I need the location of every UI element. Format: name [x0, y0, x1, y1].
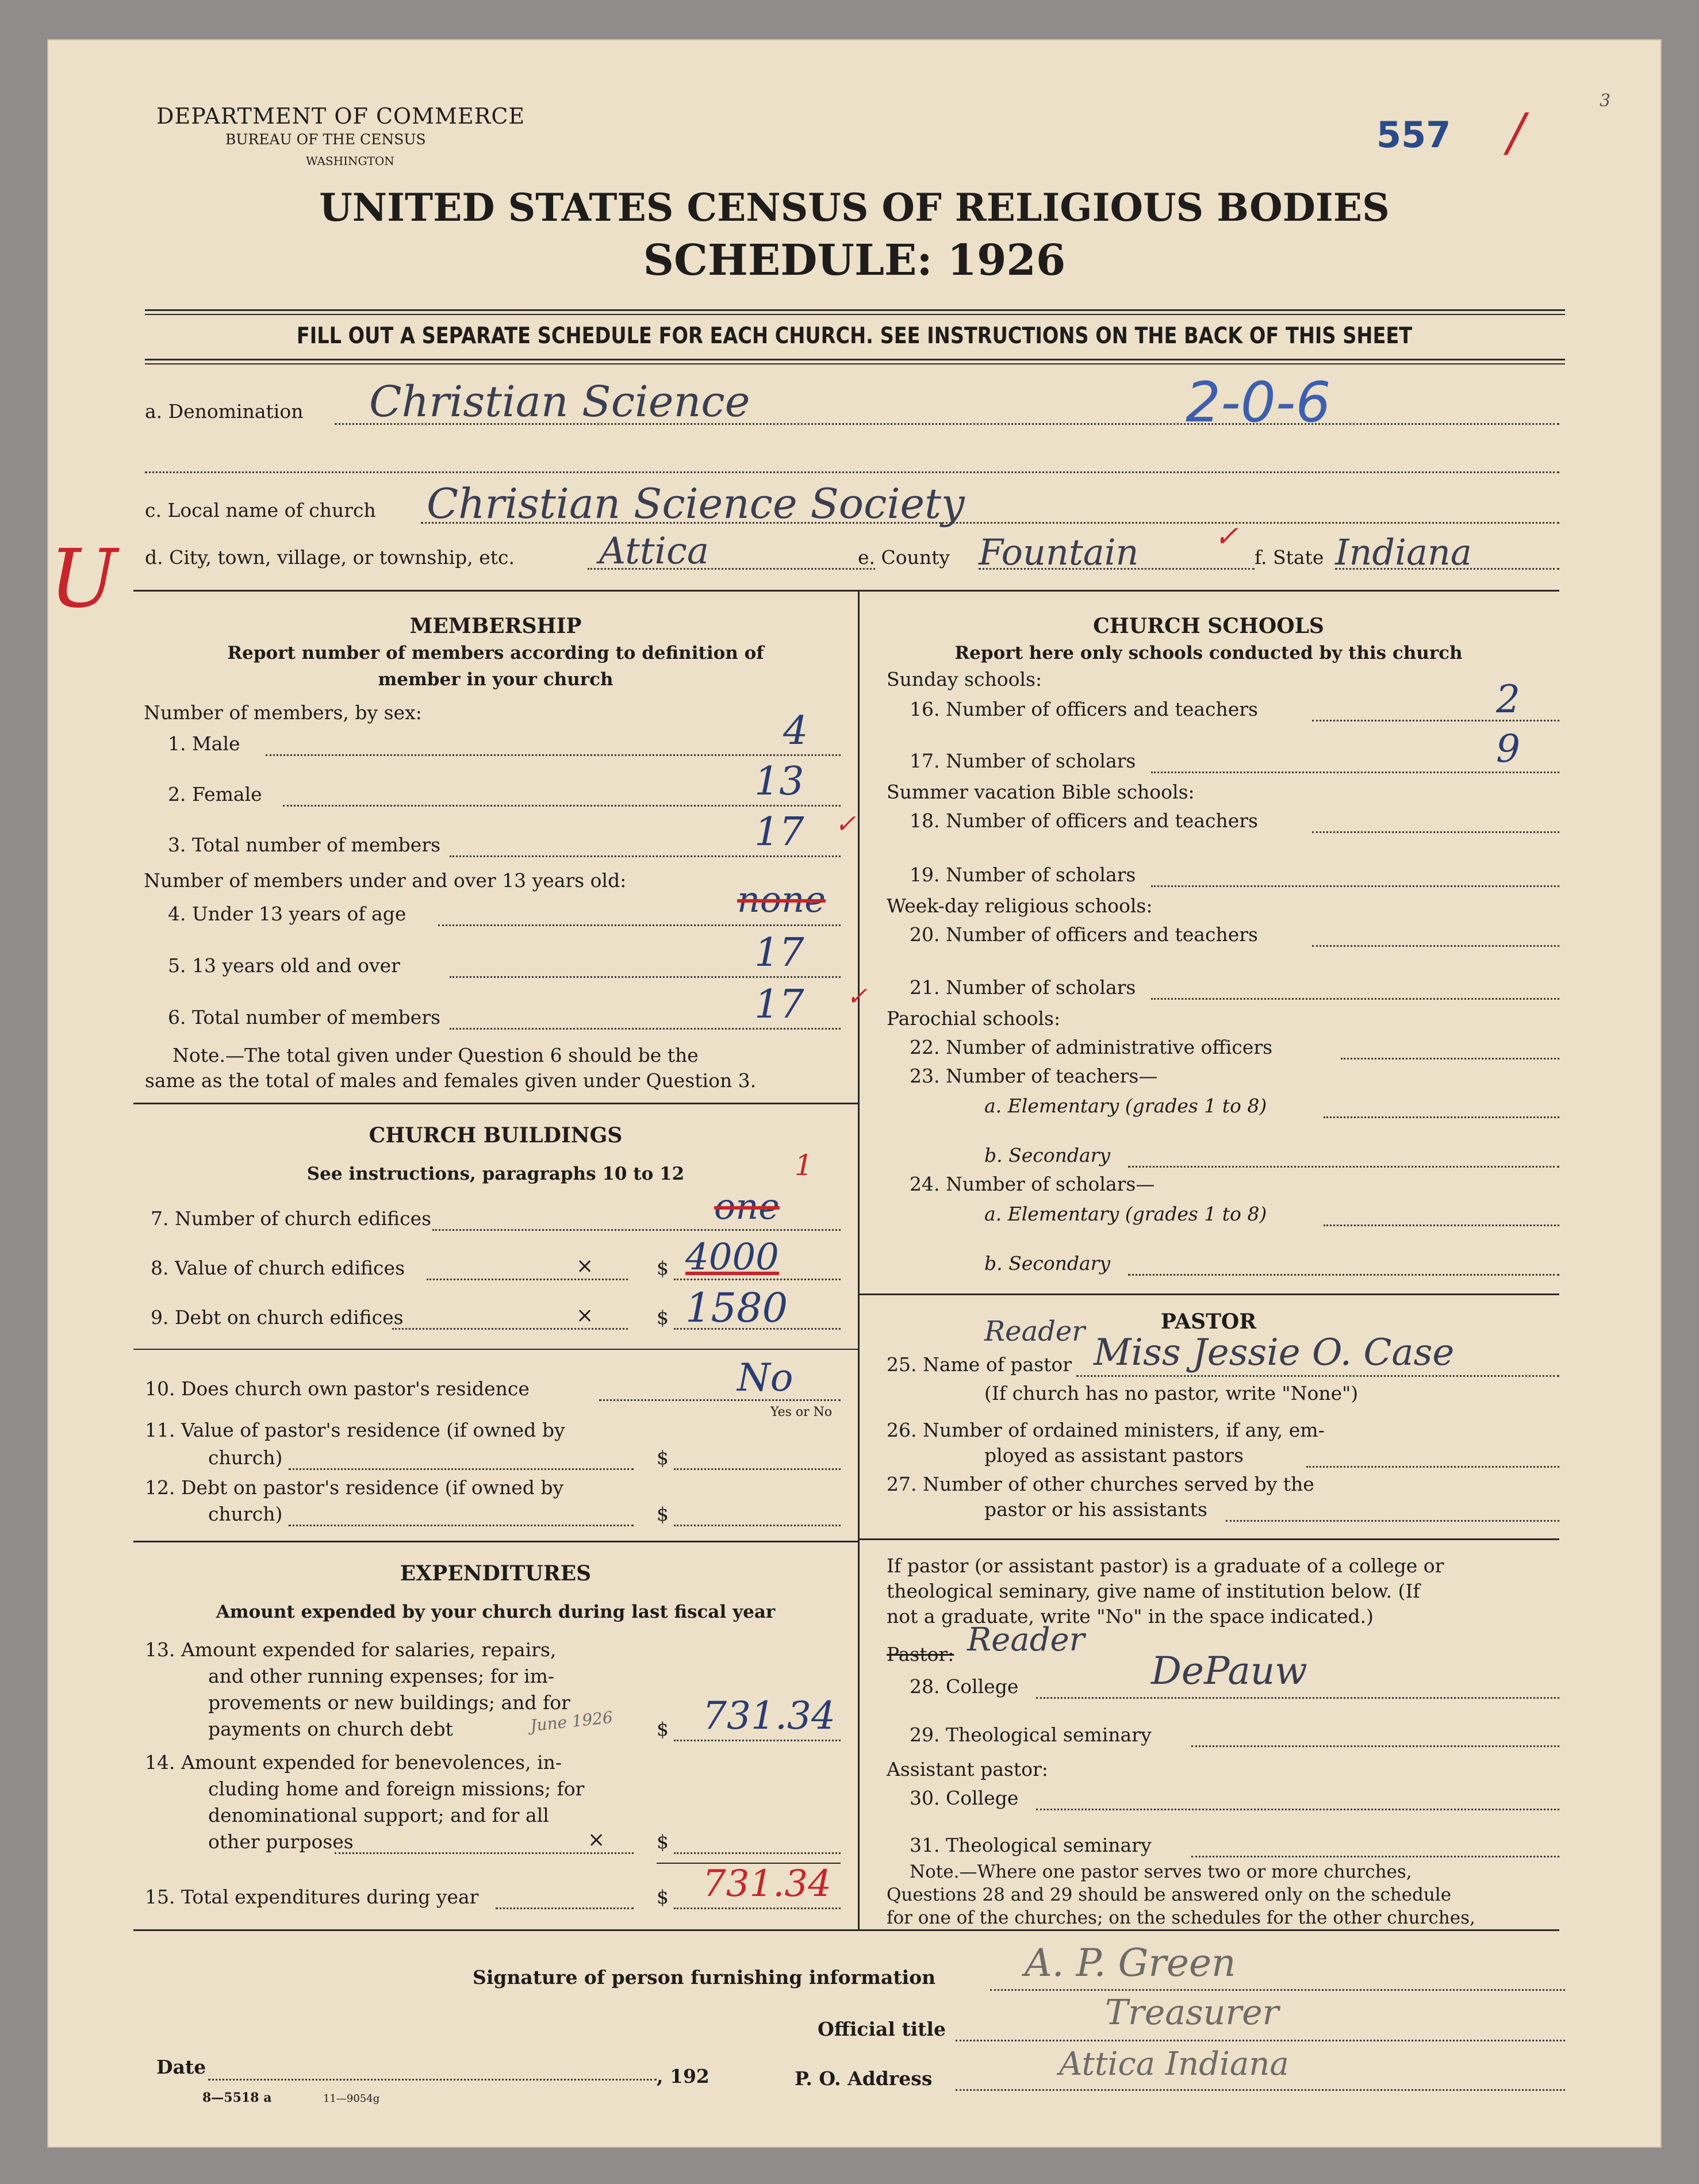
signature-value: A. P. Green	[1025, 1941, 1236, 1985]
q17-value: 9	[1496, 727, 1520, 771]
header-rule-top	[145, 309, 1565, 311]
signature-label: Signature of person furnishing information	[473, 1966, 936, 1989]
q16-label: 16. Number of officers and teachers	[910, 698, 1258, 720]
q5-line	[450, 976, 841, 978]
weekday-schools-label: Week-day religious schools:	[887, 895, 1153, 917]
q27-label-1: 27. Number of other churches served by the	[887, 1473, 1314, 1495]
q31-line	[1191, 1856, 1559, 1857]
local-name-value: Christian Science Society	[427, 479, 965, 528]
buildings-title: CHURCH BUILDINGS	[369, 1123, 623, 1147]
q15-dollar: $	[657, 1886, 669, 1908]
q9-line	[392, 1328, 628, 1330]
membership-note-2: same as the total of males and females given under Question 3.	[145, 1069, 757, 1092]
q1-label: 1. Male	[168, 732, 240, 755]
q4-line	[438, 924, 841, 926]
q15-value: 731.34	[703, 1863, 831, 1905]
q14-line	[335, 1852, 634, 1854]
q8-dollar: $	[657, 1257, 669, 1279]
q25-line	[1076, 1375, 1559, 1377]
city-value: Attica	[599, 530, 709, 573]
q20-label: 20. Number of officers and teachers	[910, 923, 1258, 946]
q24a-line	[1324, 1225, 1559, 1226]
q12-amount-line	[674, 1525, 841, 1526]
graduate-note-2: theological seminary, give name of institution below. (If	[887, 1580, 1420, 1602]
q14-label-3: denominational support; and for all	[208, 1804, 549, 1826]
state-value: Indiana	[1335, 531, 1472, 573]
q11-label-1: 11. Value of pastor's residence (if owned by	[145, 1419, 565, 1441]
q2-label: 2. Female	[168, 783, 262, 805]
schedule-title: SCHEDULE: 1926	[643, 236, 1066, 285]
q3-value: 17	[754, 809, 804, 855]
membership-note-1: Note.—The total given under Question 6 should be the	[172, 1044, 699, 1066]
q6-value: 17	[754, 982, 804, 1027]
po-address-line	[956, 2089, 1565, 2091]
q7-line	[432, 1229, 841, 1231]
q24-label: 24. Number of scholars—	[910, 1173, 1155, 1195]
q24a-label: a. Elementary (grades 1 to 8)	[984, 1203, 1267, 1225]
q19-line	[1151, 885, 1559, 887]
city-label: d. City, town, village, or township, etc.	[145, 546, 515, 569]
date-year: , 192	[657, 2065, 709, 2087]
graduate-rule	[858, 1538, 1559, 1540]
q12-line	[289, 1525, 634, 1526]
q7-label: 7. Number of church edifices	[151, 1207, 432, 1230]
q21-label: 21. Number of scholars	[910, 976, 1136, 999]
pastor-note-1: Note.—Where one pastor serves two or more churches,	[910, 1861, 1412, 1882]
q4-label: 4. Under 13 years of age	[168, 903, 406, 925]
main-grid-bottom	[133, 1929, 1559, 1931]
buildings-red-one: 1	[795, 1149, 813, 1182]
membership-intro-1: Report number of members according to definition of	[227, 643, 764, 663]
red-check-mark: /	[1508, 102, 1525, 163]
main-grid-top	[133, 590, 1559, 592]
schools-subtitle: Report here only schools conducted by this church	[954, 643, 1463, 663]
q11-amount-line	[674, 1468, 841, 1470]
graduate-note-3: not a graduate, write "No" in the space indicated.)	[887, 1605, 1374, 1628]
q14-x-mark: ×	[588, 1828, 605, 1852]
membership-title: MEMBERSHIP	[409, 614, 582, 638]
q2-line	[283, 805, 841, 807]
q8-line	[427, 1279, 628, 1280]
pastor-note-2: Questions 28 and 29 should be answered only on the schedule	[887, 1884, 1452, 1905]
date-line	[208, 2079, 657, 2081]
official-title-label: Official title	[818, 2018, 946, 2040]
q8-value: 4000	[685, 1236, 779, 1279]
q8-label: 8. Value of church edifices	[151, 1257, 405, 1279]
q25-note: (If church has no pastor, write "None")	[984, 1382, 1359, 1404]
expenditures-subtitle: Amount expended by your church during last fiscal year	[216, 1602, 776, 1622]
q26-label-2: ployed as assistant pastors	[984, 1444, 1244, 1467]
q28-label: 28. College	[910, 1675, 1019, 1698]
q1-value: 4	[783, 708, 808, 754]
bureau-heading: BUREAU OF THE CENSUS	[225, 131, 426, 148]
q6-label: 6. Total number of members	[168, 1006, 441, 1028]
pastor-title: PASTOR	[1160, 1310, 1257, 1334]
q11-dollar: $	[657, 1446, 669, 1469]
pastor-note-3: for one of the churches; on the schedules for the other churches,	[887, 1907, 1475, 1928]
header-rule-top-2	[145, 314, 1565, 315]
q26-label-1: 26. Number of ordained ministers, if any, em-	[887, 1419, 1325, 1441]
q18-label: 18. Number of officers and teachers	[910, 809, 1258, 832]
q11-line	[289, 1468, 634, 1470]
state-label: f. State	[1255, 546, 1324, 569]
q21-line	[1151, 998, 1559, 1000]
q5-label: 5. 13 years old and over	[168, 954, 400, 977]
q13-date-note: June 1926	[529, 1707, 614, 1736]
official-title-value: Treasurer	[1105, 1993, 1279, 2033]
q3-label: 3. Total number of members	[168, 834, 441, 856]
q17-label: 17. Number of scholars	[910, 750, 1136, 772]
schedule-number: 557	[1376, 114, 1451, 156]
form-code-2: 11—9054g	[323, 2093, 380, 2105]
summer-schools-label: Summer vacation Bible schools:	[887, 781, 1195, 803]
q13-label-1: 13. Amount expended for salaries, repairs,	[145, 1638, 557, 1661]
q26-line	[1306, 1466, 1559, 1468]
q30-label: 30. College	[910, 1787, 1019, 1809]
q8-x-mark: ×	[576, 1254, 594, 1278]
county-label: e. County	[858, 546, 950, 569]
yes-no-caption: Yes or No	[770, 1405, 833, 1419]
q13-amount-line	[674, 1740, 841, 1741]
pastor-override: Reader	[967, 1621, 1085, 1659]
county-check-mark: ✓	[1214, 520, 1238, 553]
header-rule-bottom	[145, 359, 1565, 360]
by-age-label: Number of members under and over 13 years old:	[144, 869, 627, 892]
q23a-line	[1324, 1116, 1559, 1118]
census-schedule-form	[47, 39, 1662, 2148]
header-rule-bottom-2	[145, 363, 1565, 364]
denomination-label: a. Denomination	[145, 400, 304, 423]
denomination-line-b	[145, 471, 1559, 473]
q14-label-2: cluding home and foreign missions; for	[208, 1778, 585, 1800]
q20-line	[1312, 945, 1559, 947]
local-name-label: c. Local name of church	[145, 499, 376, 521]
department-heading: DEPARTMENT OF COMMERCE	[156, 103, 526, 129]
q27-label-2: pastor or his assistants	[984, 1498, 1207, 1521]
graduate-note-1: If pastor (or assistant pastor) is a graduate of a college or	[887, 1554, 1444, 1577]
q23a-label: a. Elementary (grades 1 to 8)	[984, 1095, 1267, 1117]
q12-label-2: church)	[208, 1503, 283, 1525]
q9-label: 9. Debt on church edifices	[151, 1306, 404, 1329]
q6-check-mark: ✓	[846, 982, 868, 1011]
denomination-code: 2-0-6	[1186, 370, 1331, 435]
date-label: Date	[156, 2056, 206, 2078]
q16-line	[1312, 720, 1559, 721]
q24b-label: b. Secondary	[984, 1252, 1111, 1275]
sunday-schools-label: Sunday schools:	[887, 668, 1042, 690]
q23b-label: b. Secondary	[984, 1144, 1111, 1166]
buildings-rule	[133, 1103, 858, 1104]
q3-check-mark: ✓	[835, 809, 856, 839]
q25-title-override: Reader	[984, 1315, 1086, 1348]
q14-label-4: other purposes	[208, 1830, 354, 1853]
q17-line	[1151, 771, 1559, 773]
q30-line	[1036, 1809, 1559, 1810]
q5-value: 17	[754, 930, 804, 976]
q29-label: 29. Theological seminary	[910, 1724, 1152, 1746]
q8-amount-line	[674, 1279, 841, 1280]
po-address-value: Attica Indiana	[1059, 2045, 1289, 2083]
form-title: UNITED STATES CENSUS OF RELIGIOUS BODIES	[319, 185, 1390, 230]
q23-label: 23. Number of teachers—	[910, 1065, 1158, 1087]
q4-value: none	[737, 878, 826, 920]
schools-title: CHURCH SCHOOLS	[1093, 614, 1324, 638]
corner-mark: 3	[1600, 91, 1611, 111]
buildings-subtitle: See instructions, paragraphs 10 to 12	[306, 1164, 685, 1184]
q14-amount-line	[674, 1852, 841, 1854]
q15-amount-line	[674, 1907, 841, 1909]
expenditures-title: EXPENDITURES	[400, 1561, 592, 1586]
pastor-subhead: Pastor:	[887, 1643, 954, 1665]
county-value: Fountain	[979, 531, 1139, 573]
main-grid-divider	[858, 590, 860, 1929]
q18-line	[1312, 831, 1559, 833]
official-title-line	[956, 2040, 1565, 2041]
q13-label-4: payments on church debt	[208, 1718, 453, 1740]
q27-line	[1226, 1520, 1559, 1522]
expenditures-rule	[133, 1541, 858, 1542]
q9-dollar: $	[657, 1306, 669, 1329]
q29-line	[1191, 1745, 1559, 1747]
q7-value: one	[714, 1185, 780, 1227]
buildings-mid-rule	[133, 1349, 858, 1350]
membership-intro-2: member in your church	[378, 669, 613, 690]
q9-x-mark: ×	[576, 1304, 594, 1327]
q28-value: DePauw	[1151, 1649, 1307, 1693]
q3-line	[450, 855, 841, 857]
q10-value: No	[737, 1356, 793, 1400]
q15-line	[496, 1907, 634, 1909]
q12-label-1: 12. Debt on pastor's residence (if owned by	[145, 1476, 564, 1499]
po-address-label: P. O. Address	[795, 2067, 933, 2090]
pastor-rule	[858, 1293, 1559, 1295]
parochial-schools-label: Parochial schools:	[887, 1007, 1061, 1030]
q13-label-2: and other running expenses; for im-	[208, 1665, 555, 1687]
q22-line	[1341, 1058, 1559, 1060]
q13-label-3: provements or new buildings; and for	[208, 1691, 570, 1714]
q13-value: 731.34	[703, 1694, 835, 1738]
q2-value: 13	[754, 759, 804, 804]
q25-label: 25. Name of pastor	[887, 1353, 1072, 1376]
instruction-bar: FILL OUT A SEPARATE SCHEDULE FOR EACH CHURCH. SEE INSTRUCTIONS ON THE BACK OF THIS SHEET	[296, 323, 1413, 349]
by-sex-label: Number of members, by sex:	[144, 701, 422, 724]
q14-dollar: $	[657, 1830, 669, 1853]
q16-value: 2	[1496, 677, 1520, 721]
q10-label: 10. Does church own pastor's residence	[145, 1377, 530, 1400]
q19-label: 19. Number of scholars	[910, 863, 1136, 886]
q15-label: 15. Total expenditures during year	[145, 1886, 479, 1908]
margin-u-mark: U	[49, 532, 117, 626]
q11-label-2: church)	[208, 1446, 283, 1469]
assistant-pastor-label: Assistant pastor:	[887, 1758, 1048, 1780]
q28-line	[1036, 1697, 1559, 1699]
q23b-line	[1128, 1166, 1559, 1168]
city-heading: WASHINGTON	[306, 154, 394, 168]
q9-value: 1580	[685, 1284, 788, 1331]
q10-line	[599, 1399, 841, 1401]
q25-value: Miss Jessie O. Case	[1094, 1331, 1455, 1374]
q6-line	[450, 1028, 841, 1030]
denomination-value: Christian Science	[369, 377, 750, 427]
q13-dollar: $	[657, 1718, 669, 1740]
form-code-1: 8—5518 a	[202, 2090, 272, 2105]
q14-label-1: 14. Amount expended for benevolences, in-	[145, 1751, 562, 1774]
q24b-line	[1128, 1274, 1559, 1276]
q22-label: 22. Number of administrative officers	[910, 1036, 1273, 1058]
q1-line	[266, 754, 841, 756]
q12-dollar: $	[657, 1503, 669, 1525]
q31-label: 31. Theological seminary	[910, 1834, 1152, 1856]
signature-line	[990, 1989, 1565, 1991]
